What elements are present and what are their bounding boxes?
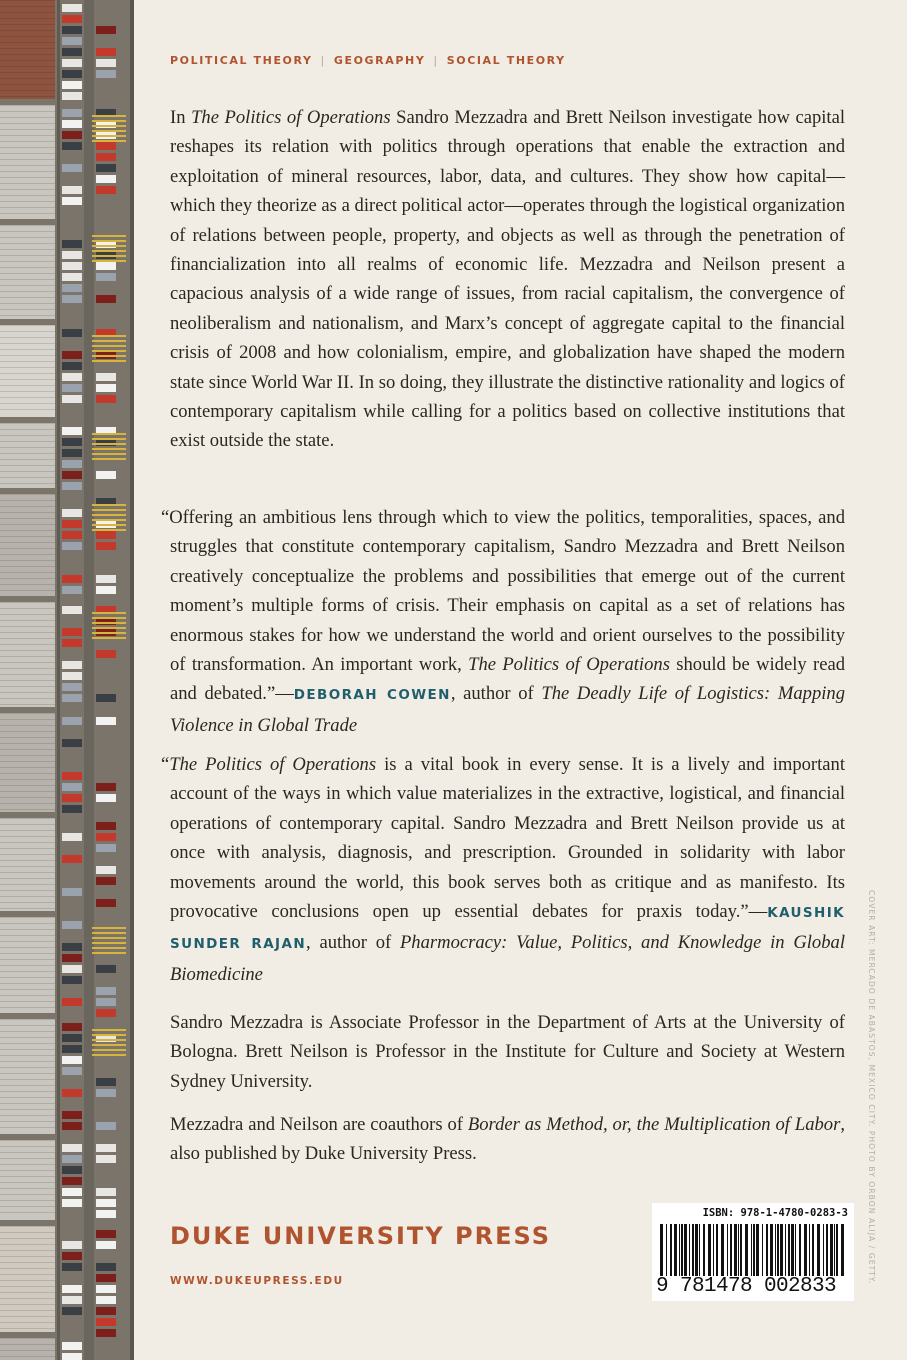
category-line: POLITICAL THEORY | GEOGRAPHY | SOCIAL THEORY bbox=[170, 54, 566, 67]
isbn-barcode bbox=[652, 1203, 854, 1301]
cover-credit: COVER ART: MERCADO DE ABASTOS, MEXICO CITY. PHOTO BY ORBON ALIJA / GETTY. bbox=[867, 890, 876, 1285]
endorser-name: KAUSHIK SUNDER RAJAN bbox=[170, 905, 845, 953]
aerial-market-illustration bbox=[0, 0, 134, 1360]
book-title: The Politics of Operations bbox=[191, 107, 391, 128]
category-political-theory: POLITICAL THEORY bbox=[170, 54, 313, 67]
book-description: In The Politics of Operations Sandro Mezzadra and Brett Neilson investigate how capital reshapes its relation with politics through operations that enable the extraction and exploitation of mineral resources, labor, data, and cultures. They show how capital—which they theorize as a direct political actor—operates through the logistical organization of relations between people, property, and objects as well as through the penetration of financialization into all realms of economic life. Mezzadra and Neilson present a capacious analysis of a wide range of issues, from racial capitalism, the convergence of neoliberalism and nationalism, and Marx’s concept of aggregate capital to the financial crisis of 2008 and how colonialism, empire, and globalization have shaped the modern state since World War II. In so doing, they illustrate the distinctive rationality and logics of contemporary capitalism while calling for a politics based on collective institutions that exist outside the state. bbox=[170, 107, 846, 452]
barcode-bars bbox=[660, 1224, 846, 1276]
endorser-name: DEBORAH COWEN bbox=[293, 687, 451, 704]
barcode-digits: 9 781478 002833 bbox=[656, 1275, 837, 1298]
publisher-name: DUKE UNIVERSITY PRESS bbox=[170, 1222, 551, 1250]
publisher-url: WWW.DUKEUPRESS.EDU bbox=[170, 1275, 344, 1287]
coauthors-note: Mezzadra and Neilson are coauthors of Border as Method, or, the Multiplication of Labor, also published by Duke University Press. bbox=[170, 1114, 845, 1165]
aerial-photo-strip bbox=[0, 0, 134, 1360]
category-social-theory: SOCIAL THEORY bbox=[446, 54, 566, 67]
isbn-label: ISBN: 978-1-4780-0283-3 bbox=[702, 1207, 848, 1219]
author-bio: Sandro Mezzadra is Associate Professor in the Department of Arts at the University of Bologna. Brett Neilson is Professor in the Institute for Culture and Society at Western Sydney University. bbox=[170, 1012, 845, 1092]
endorsement-sunder-rajan: “The Politics of Operations is a vital book in every sense. It is a lively and important account of the ways in which value materializes in the extractive, logistical, and financial operations of contemporary capital. Sandro Mezzadra and Brett Neilson provide us at once with analysis, diagnosis, and prescription. Grounded in solidarity with labor movements around the world, this book serves both as critique and as manifesto. Its provocative conclusions open up essential debates for praxis today.”—KAUSHIK SUNDER RAJAN, author of Pharmocracy: Value, Politics, and Knowledge in Global Biomedicine bbox=[161, 754, 846, 985]
endorsement-cowen: “Offering an ambitious lens through which to view the politics, temporalities, spaces, and struggles that constitute contemporary capitalism, Sandro Mezzadra and Brett Neilson creatively conceptualize the problems and possibilities that emerge out of the current moment’s multiple forms of crisis. Their emphasis on capital as a set of relations has enormous stakes for how we understand the world and orient ourselves to the possibility of transformation. An important work, The Politics of Operations should be widely read and debated.”—DEBORAH COWEN, author of The Deadly Life of Logistics: Mapping Violence in Global Trade bbox=[161, 507, 846, 736]
category-geography: GEOGRAPHY bbox=[333, 54, 426, 67]
